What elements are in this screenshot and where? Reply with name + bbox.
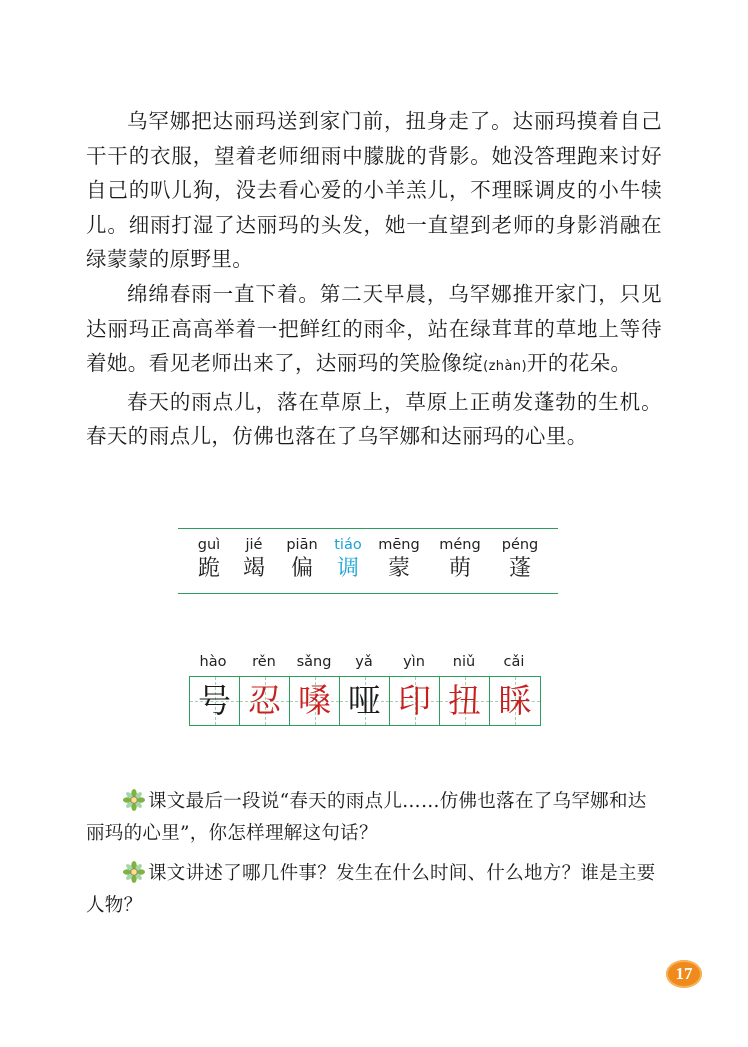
writing-char: 哑 — [348, 681, 381, 720]
vocab-pinyin: péng — [501, 537, 539, 553]
question-1-text: 课文最后一段说“春天的雨点儿……仿佛也落在了乌罕娜和达丽玛的心里”，你怎样理解这句话？ — [86, 791, 647, 844]
write-pinyin: niǔ — [452, 654, 476, 670]
vocab-char: 跪 — [197, 556, 220, 581]
writing-char: 扭 — [448, 681, 481, 720]
question-2 — [86, 858, 662, 922]
paragraph-3: 春天的雨点儿，落在草原上，草原上正萌发蓬勃的生机。春天的雨点儿，仿佛也落在了乌罕娜和达丽玛的心里。 — [86, 389, 662, 449]
paragraph-2-part-1: 绵绵春雨一直下着。第二天早晨，乌罕娜推开家门，只见达丽玛正高高举着一把鲜红的雨伞，站在绿茸茸的草地上等待着她。看见老师出来了，达丽玛的笑脸像绽 — [86, 281, 662, 376]
pinyin-annotation: (zhàn) — [483, 359, 527, 375]
writing-char: 忍 — [248, 681, 281, 720]
page-number: 17 — [666, 960, 702, 988]
vocab-pinyin: tiáo — [334, 537, 362, 553]
vocab-char: 竭 — [242, 556, 265, 581]
story-text — [86, 104, 662, 454]
vocab-char: 萌 — [448, 556, 471, 581]
writing-cell — [290, 677, 340, 725]
vocab-word — [278, 535, 326, 583]
vocab-char: 蓬 — [508, 556, 531, 581]
vocab-char: 蒙 — [387, 556, 410, 581]
writing-cell — [240, 677, 290, 725]
writing-cell — [190, 677, 240, 725]
vocab-word — [436, 535, 484, 583]
writing-cell — [340, 677, 390, 725]
write-pinyin: rěn — [252, 654, 276, 670]
vocab-pinyin: jié — [245, 537, 263, 553]
paragraph-1: 乌罕娜把达丽玛送到家门前，扭身走了。达丽玛摸着自己干干的衣服，望着老师细雨中朦胧的背影。她没答理跑来讨好自己的叭儿狗，没去看心爱的小羊羔儿，不理睬调皮的小牛犊儿。细雨打湿了达丽玛的头发，她一直望到老师的身影消融在绿蒙蒙的原野里。 — [86, 109, 662, 272]
vocab-char: 调 — [336, 556, 359, 581]
vocabulary-box — [178, 528, 558, 594]
writing-char: 号 — [198, 681, 231, 720]
question-1 — [86, 786, 662, 850]
flower-icon — [123, 789, 145, 811]
writing-char: 嗓 — [298, 681, 331, 720]
writing-cell — [490, 677, 540, 725]
vocab-word-highlight — [324, 535, 372, 583]
writing-char: 印 — [398, 681, 431, 720]
vocab-word — [185, 535, 233, 583]
question-2-text: 课文讲述了哪几件事？发生在什么时间、什么地方？谁是主要人物？ — [86, 863, 656, 916]
writing-cell — [440, 677, 490, 725]
paragraph-2-part-2: 开的花朵。 — [526, 351, 632, 376]
vocab-pinyin: mēng — [378, 537, 420, 553]
vocab-pinyin: méng — [439, 537, 481, 553]
writing-grid — [189, 676, 541, 726]
write-pinyin: yǎ — [355, 654, 373, 670]
write-pinyin: cǎi — [503, 654, 525, 670]
vocab-pinyin: guì — [197, 537, 221, 553]
write-pinyin: yìn — [403, 654, 425, 670]
paragraph-2 — [86, 277, 662, 385]
writing-cell — [390, 677, 440, 725]
vocab-word — [375, 535, 423, 583]
vocab-word — [496, 535, 544, 583]
write-pinyin: sǎng — [296, 654, 332, 670]
questions — [86, 786, 662, 922]
vocab-word — [230, 535, 278, 583]
vocab-char: 偏 — [290, 556, 313, 581]
write-pinyin: hào — [199, 654, 227, 670]
flower-icon — [123, 861, 145, 883]
vocab-pinyin: piān — [286, 537, 318, 553]
writing-char: 睬 — [498, 681, 532, 720]
